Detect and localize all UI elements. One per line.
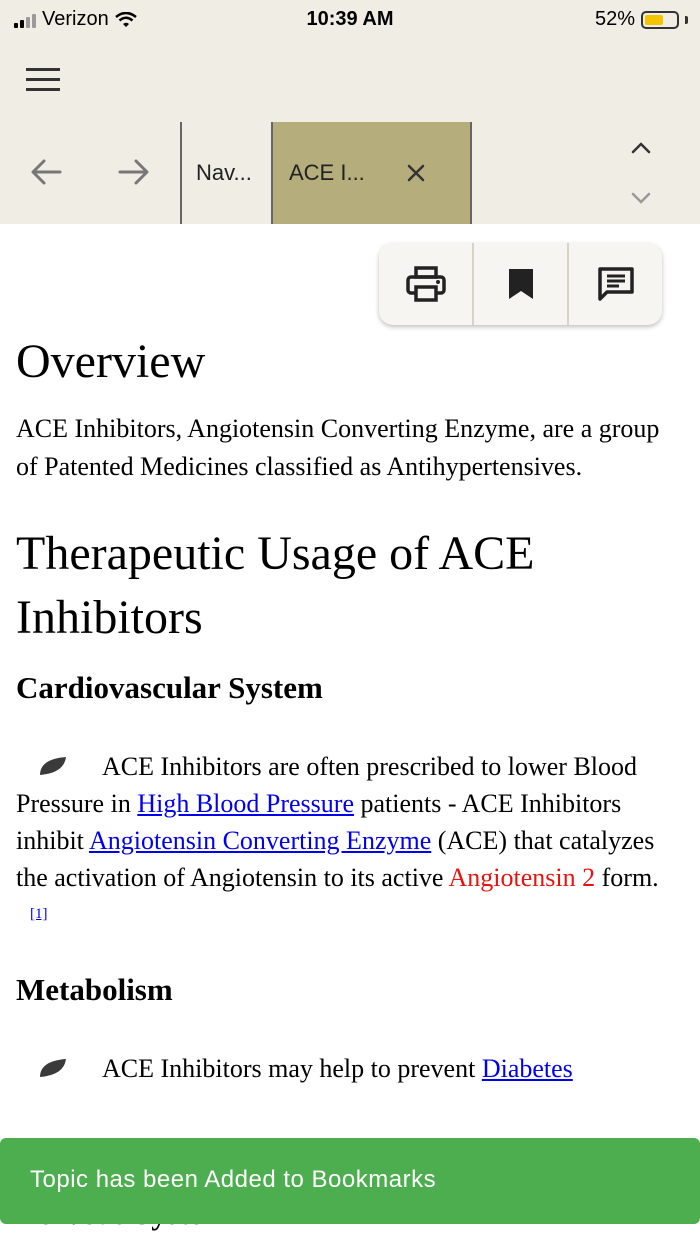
article-content <box>16 330 676 1087</box>
article-actions <box>379 243 662 325</box>
angiotensin-2-text: Angiotensin 2 <box>448 863 596 892</box>
battery-icon <box>641 11 679 29</box>
status-bar <box>0 0 700 40</box>
metabolism-paragraph: ACE Inhibitors may help to prevent Diabetes <box>16 1050 676 1087</box>
chevron-up-icon <box>633 144 649 152</box>
chevron-down-icon <box>633 194 649 202</box>
bookmark-toast <box>0 1138 700 1224</box>
reference-link[interactable]: [1] <box>30 906 48 922</box>
status-time: 10:39 AM <box>306 8 394 30</box>
print-icon <box>406 266 446 302</box>
cardiovascular-heading: Cardiovascular System <box>16 670 323 705</box>
tab-scroll-chevrons <box>626 136 656 206</box>
metabolism-heading: Metabolism <box>16 971 173 1007</box>
angiotensin-converting-enzyme-link[interactable]: Angiotensin Converting Enzyme <box>88 826 432 855</box>
overview-heading: Overview <box>16 335 206 388</box>
app-toolbar <box>0 40 700 224</box>
diabetes-link[interactable]: Diabetes <box>481 1053 573 1083</box>
cardiovascular-paragraph: ACE Inhibitors are often prescribed to lower Blood Pressure in High Blood Pressure patients - ACE Inhibitors inhibit Angiotensin Converting Enzyme (ACE) that catalyzes the activation of Angiotensin to its active Angiotensin 2 form.[1] <box>16 752 659 922</box>
overview-text: ACE Inhibitors, Angiotensin Converting Enzyme, are a group of Patented Medicines classified as Antihypertensives. <box>16 414 660 481</box>
toast-message: Topic has been Added to Bookmarks <box>30 1166 437 1193</box>
leaf-bullet-icon <box>38 755 68 777</box>
forward-arrow-icon[interactable] <box>114 152 154 192</box>
carrier-label: Verizon <box>42 8 109 30</box>
battery-percent: 52% <box>594 8 635 30</box>
tab-nav[interactable] <box>180 122 270 224</box>
comment-icon <box>597 266 635 302</box>
tab-label: ACE I... <box>289 160 365 185</box>
tab-ace-inhibitors[interactable] <box>271 122 472 224</box>
bookmark-icon <box>507 267 535 301</box>
tab-label: Nav... <box>196 160 252 185</box>
menu-icon[interactable] <box>26 68 62 94</box>
usage-heading: Therapeutic Usage of ACE Inhibitors <box>16 527 535 644</box>
close-icon[interactable] <box>405 162 427 184</box>
comment-button[interactable] <box>569 243 662 325</box>
back-arrow-icon[interactable] <box>26 152 66 192</box>
bookmark-button[interactable] <box>474 243 569 325</box>
print-button[interactable] <box>379 243 474 325</box>
leaf-bullet-icon <box>38 1057 68 1079</box>
high-blood-pressure-link[interactable]: High Blood Pressure <box>137 789 354 818</box>
